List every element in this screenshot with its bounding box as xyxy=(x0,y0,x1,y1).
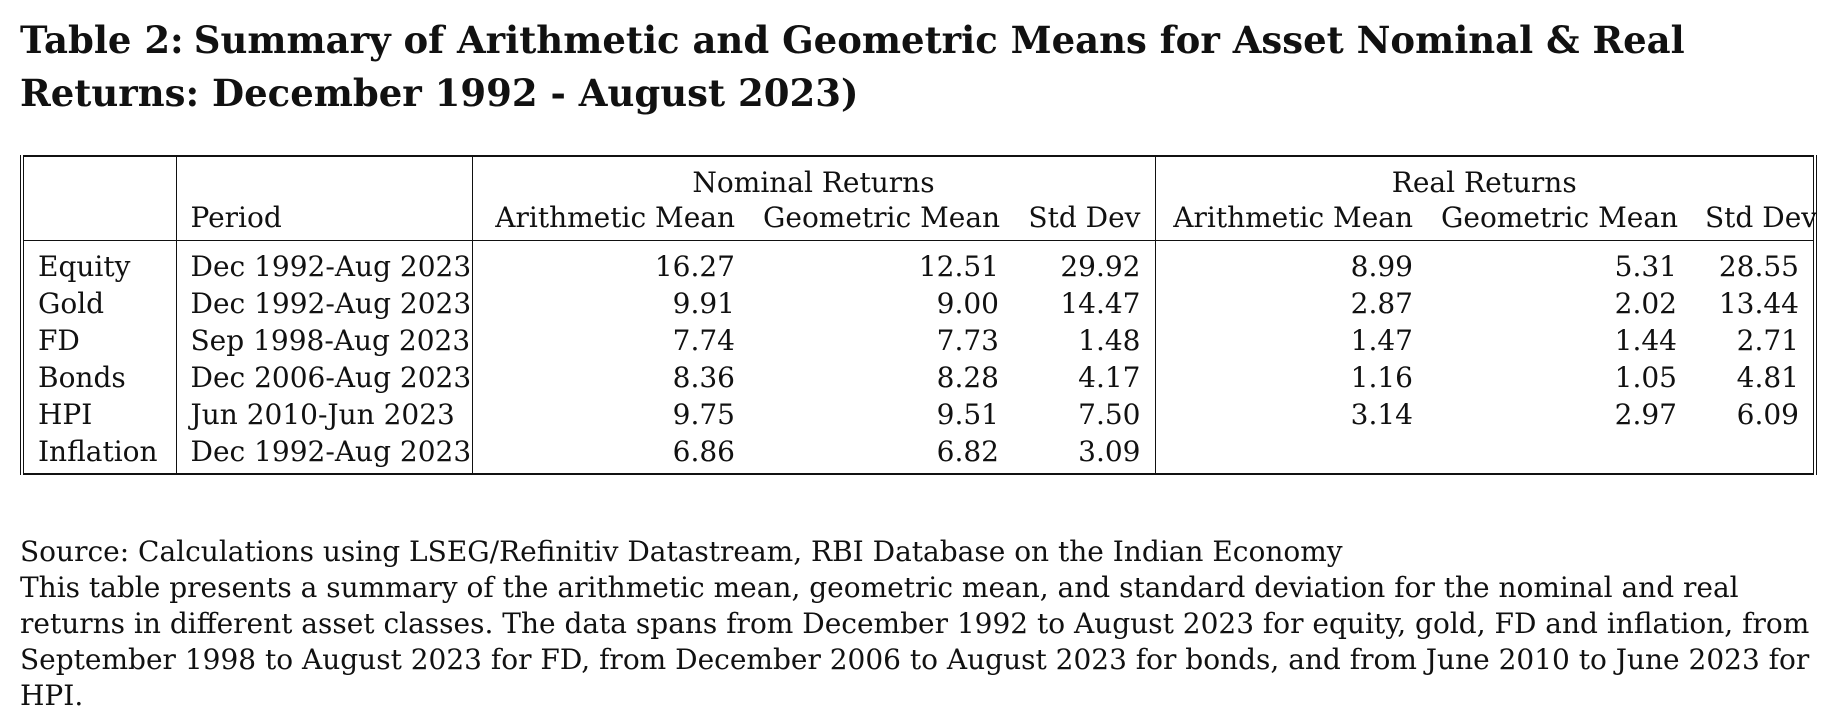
period-cell: Sep 1998-Aug 2023 xyxy=(176,322,472,359)
header-real-geometric-mean: Geometric Mean xyxy=(1441,201,1679,234)
real-arithmetic-cell: 2.87 xyxy=(1155,285,1427,322)
header-real-arithmetic-mean: Arithmetic Mean xyxy=(1155,200,1427,241)
column-header-row xyxy=(22,200,1815,241)
real-geometric-cell: 2.97 xyxy=(1614,398,1677,431)
nominal-arithmetic-cell: 9.75 xyxy=(472,396,749,433)
nominal-arithmetic-cell: 6.86 xyxy=(472,433,749,474)
nominal-geometric-cell: 9.51 xyxy=(936,398,999,431)
nominal-geometric-cell: 8.28 xyxy=(936,361,999,394)
real-arithmetic-cell: 1.47 xyxy=(1155,322,1427,359)
nominal-arithmetic-cell: 16.27 xyxy=(472,241,749,286)
group-header-row xyxy=(22,156,1815,200)
asset-name: Inflation xyxy=(22,433,176,474)
summary-table-container xyxy=(20,155,1818,475)
nominal-std-cell: 29.92 xyxy=(1060,250,1141,283)
real-std-cell: 28.55 xyxy=(1691,241,1815,286)
caption-text: Summary of Arithmetic and Geometric Means for Asset Nominal & Real Returns: December 1992 - August 2023) xyxy=(20,18,1685,115)
real-std-cell: 13.44 xyxy=(1691,285,1815,322)
asset-name: Gold xyxy=(22,285,176,322)
real-returns-header: Real Returns xyxy=(1155,156,1815,200)
asset-name: FD xyxy=(22,322,176,359)
nominal-returns-header: Nominal Returns xyxy=(472,156,1155,200)
summary-table xyxy=(20,155,1817,475)
real-arithmetic-cell: 3.14 xyxy=(1155,396,1427,433)
nominal-geometric-cell: 12.51 xyxy=(918,250,999,283)
nominal-std-cell: 4.17 xyxy=(1078,361,1141,394)
header-nominal-std-dev: Std Dev xyxy=(1028,201,1141,234)
real-arithmetic-cell xyxy=(1155,433,1427,474)
period-cell: Dec 2006-Aug 2023 xyxy=(176,359,472,396)
header-nominal-arithmetic-mean: Arithmetic Mean xyxy=(472,200,749,241)
header-asset-blank xyxy=(22,156,176,200)
table-caption xyxy=(20,14,1830,120)
real-geometric-cell: 2.02 xyxy=(1614,287,1677,320)
nominal-std-cell: 3.09 xyxy=(1078,435,1141,468)
real-arithmetic-cell: 8.99 xyxy=(1155,241,1427,286)
nominal-std-cell: 7.50 xyxy=(1078,398,1141,431)
real-geometric-cell: 1.05 xyxy=(1614,361,1677,394)
nominal-geometric-cell: 7.73 xyxy=(936,324,999,357)
real-geometric-cell xyxy=(1427,433,1691,474)
real-std-cell: 6.09 xyxy=(1691,396,1815,433)
nominal-arithmetic-cell: 8.36 xyxy=(472,359,749,396)
nominal-geometric-cell: 6.82 xyxy=(936,435,999,468)
period-cell: Dec 1992-Aug 2023 xyxy=(176,433,472,474)
table-row xyxy=(22,433,1815,474)
caption-label: Table 2: xyxy=(20,18,184,62)
table-row xyxy=(22,241,1815,286)
description-note: This table presents a summary of the arithmetic mean, geometric mean, and standard deviation for the nominal and real returns in different asset classes. The data spans from December 1992 to August 2023 for equity, gold, FD and inflation, from September 1998 to August 2023 for FD, from December 2006 to August 2023 for bonds, and from June 2010 to June 2023 for HPI. xyxy=(20,571,1810,712)
real-std-cell: 4.81 xyxy=(1691,359,1815,396)
table-row xyxy=(22,285,1815,322)
header-period-blank xyxy=(176,156,472,200)
header-nominal-geometric-mean: Geometric Mean xyxy=(763,201,1001,234)
asset-name: Equity xyxy=(22,241,176,286)
real-std-cell: 2.71 xyxy=(1691,322,1815,359)
table-row xyxy=(22,322,1815,359)
source-note: Source: Calculations using LSEG/Refinitiv Datastream, RBI Database on the Indian Economy xyxy=(20,535,1343,568)
real-arithmetic-cell: 1.16 xyxy=(1155,359,1427,396)
table-row xyxy=(22,359,1815,396)
header-period: Period xyxy=(176,200,472,241)
real-std-cell xyxy=(1691,433,1815,474)
header-asset xyxy=(22,200,176,241)
nominal-std-cell: 1.48 xyxy=(1078,324,1141,357)
table-row xyxy=(22,396,1815,433)
table-notes xyxy=(20,534,1830,714)
nominal-arithmetic-cell: 9.91 xyxy=(472,285,749,322)
asset-name: Bonds xyxy=(22,359,176,396)
real-geometric-cell: 1.44 xyxy=(1614,324,1677,357)
real-geometric-cell: 5.31 xyxy=(1614,250,1677,283)
header-real-std-dev: Std Dev xyxy=(1691,200,1815,241)
period-cell: Jun 2010-Jun 2023 xyxy=(176,396,472,433)
asset-name: HPI xyxy=(22,396,176,433)
nominal-std-cell: 14.47 xyxy=(1060,287,1141,320)
nominal-geometric-cell: 9.00 xyxy=(936,287,999,320)
period-cell: Dec 1992-Aug 2023 xyxy=(176,241,472,286)
period-cell: Dec 1992-Aug 2023 xyxy=(176,285,472,322)
nominal-arithmetic-cell: 7.74 xyxy=(472,322,749,359)
